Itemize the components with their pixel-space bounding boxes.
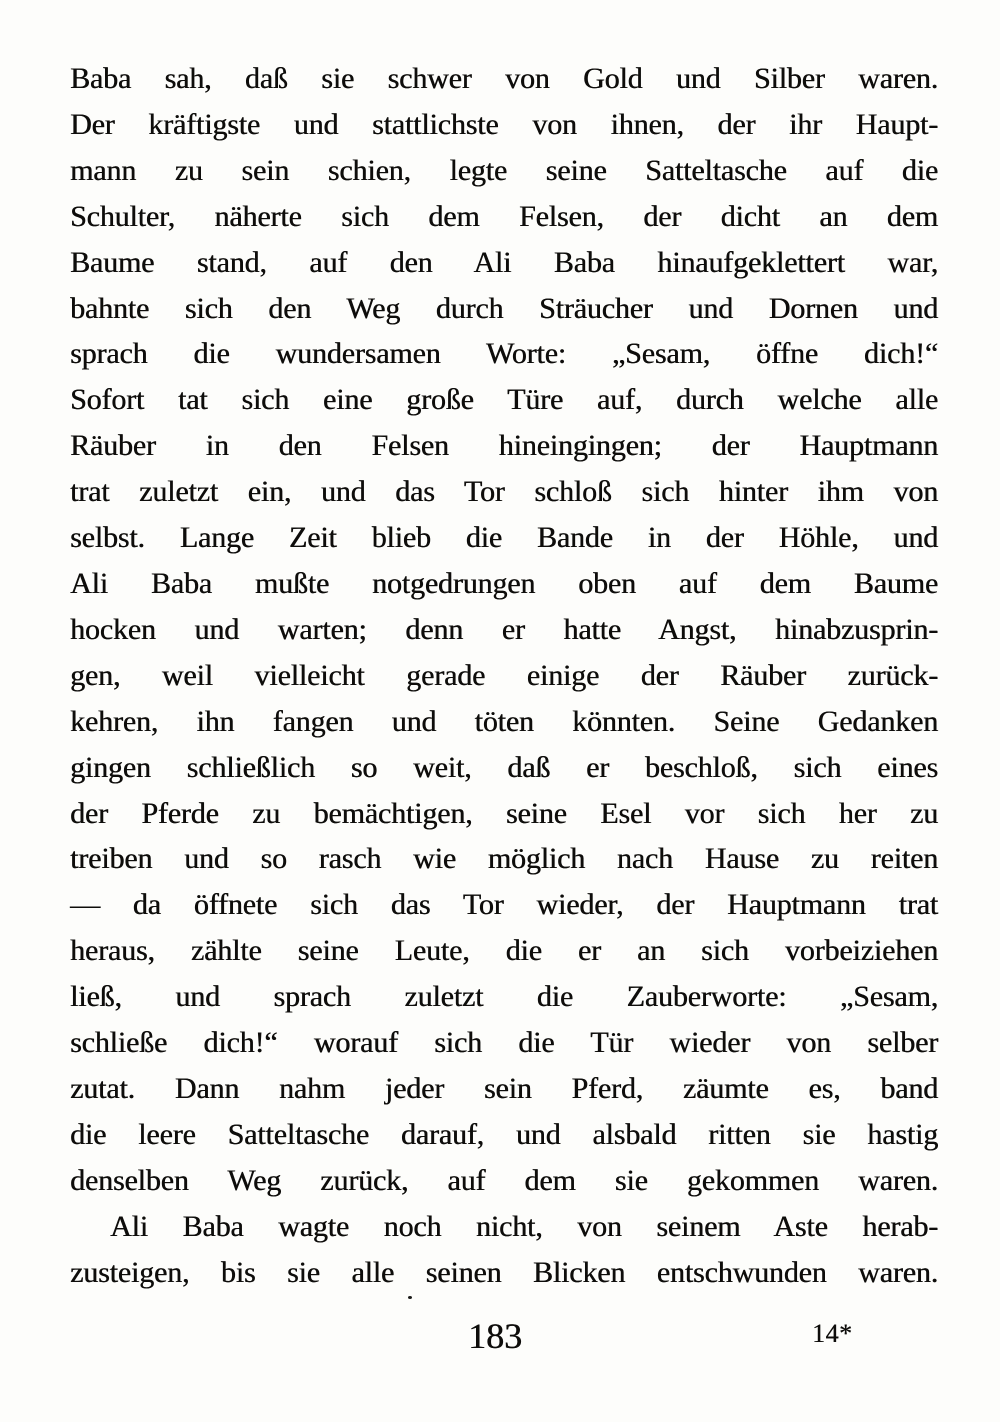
text-line: sprach die wundersamen Worte: „Sesam, öffne dich!“ — [70, 337, 938, 371]
text-line: Räuber in den Felsen hineingingen; der Hauptmann — [70, 429, 938, 463]
text-line: ließ, und sprach zuletzt die Zauberworte: „Sesam, — [70, 980, 938, 1014]
text-line: zutat. Dann nahm jeder sein Pferd, zäumte es, band — [70, 1071, 938, 1105]
text-line: denselben Weg zurück, auf dem sie gekommen waren. — [70, 1163, 938, 1197]
text-line: trat zuletzt ein, und das Tor schloß sich hinter ihm von — [70, 475, 938, 509]
text-line: — da öffnete sich das Tor wieder, der Hauptmann trat — [70, 888, 938, 922]
text-line: heraus, zählte seine Leute, die er an sich vorbeiziehen — [70, 934, 938, 968]
signature-mark: 14* — [812, 1319, 853, 1348]
text-line: der Pferde zu bemächtigen, seine Esel vor sich her zu — [70, 796, 938, 830]
text-line: Baba sah, daß sie schwer von Gold und Silber waren. — [70, 62, 938, 95]
text-line: Ali Baba mußte notgedrungen oben auf dem Baume — [70, 566, 938, 600]
page-number: 183 — [468, 1316, 522, 1356]
text-line: selbst. Lange Zeit blieb die Bande in der Höhle, und — [70, 521, 938, 555]
text-line: Der kräftigste und stattlichste von ihnen, der ihr Haupt- — [70, 107, 938, 141]
text-line: Schulter, näherte sich dem Felsen, der dicht an dem — [70, 199, 938, 233]
text-line: treiben und so rasch wie möglich nach Hause zu reiten — [70, 842, 938, 876]
text-line: zusteigen, bis sie alle seinen Blicken entschwunden waren. — [70, 1255, 938, 1289]
text-line: gingen schließlich so weit, daß er beschloß, sich eines — [70, 750, 938, 784]
ink-speckle — [408, 1296, 412, 1299]
text-line: mann zu sein schien, legte seine Satteltasche auf die — [70, 153, 938, 187]
body-text — [70, 56, 938, 1295]
page-footer — [0, 1310, 1000, 1380]
text-line: die leere Satteltasche darauf, und alsbald ritten sie hastig — [70, 1117, 938, 1151]
text-line: bahnte sich den Weg durch Sträucher und Dornen und — [70, 291, 938, 325]
text-line: Baume stand, auf den Ali Baba hinaufgeklettert war, — [70, 245, 938, 279]
text-line: schließe dich!“ worauf sich die Tür wieder von selber — [70, 1026, 938, 1060]
text-line: Ali Baba wagte noch nicht, von seinem Aste herab- — [110, 1209, 938, 1243]
text-line: gen, weil vielleicht gerade einige der Räuber zurück- — [70, 658, 938, 692]
text-line: Sofort tat sich eine große Türe auf, durch welche alle — [70, 383, 938, 417]
text-line: hocken und warten; denn er hatte Angst, hinabzusprin- — [70, 612, 938, 646]
text-line: kehren, ihn fangen und töten könnten. Seine Gedanken — [70, 704, 938, 738]
